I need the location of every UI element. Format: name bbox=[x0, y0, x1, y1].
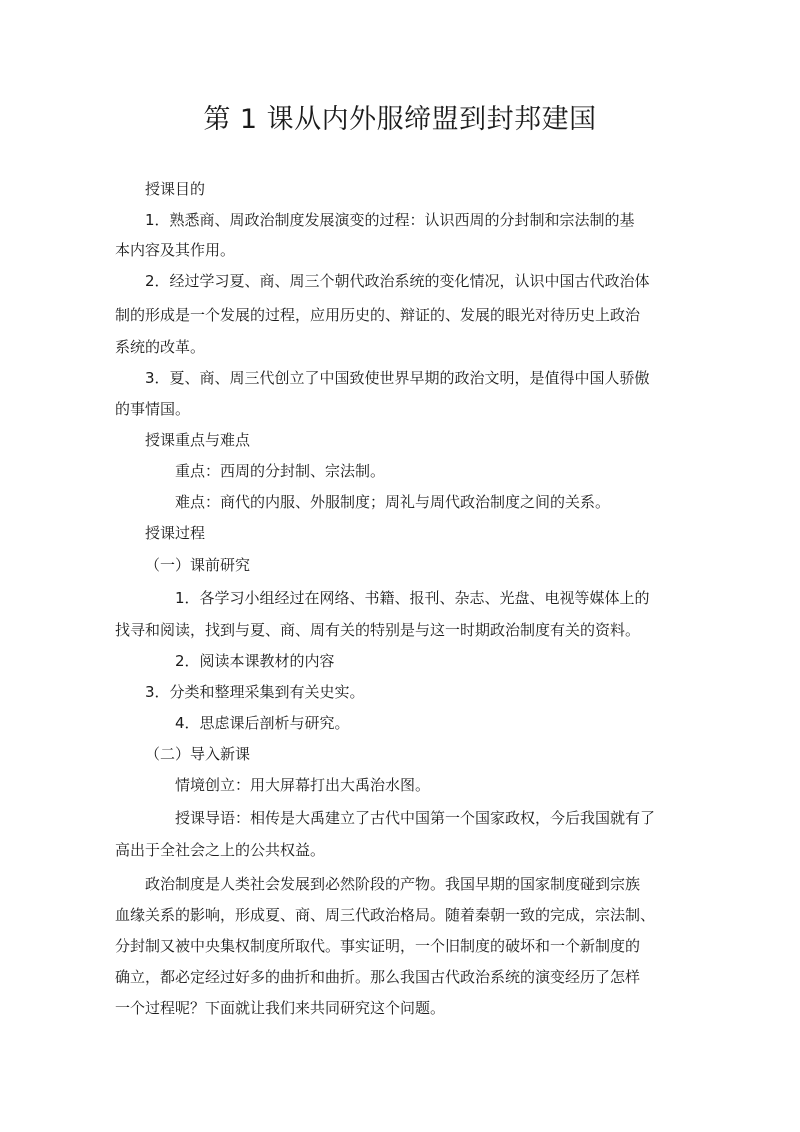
paragraph-line: 本内容及其作用。 bbox=[115, 241, 236, 259]
paragraph-line: 高出于全社会之上的公共权益。 bbox=[115, 841, 326, 859]
paragraph-line: 2．经过学习夏、商、周三个朝代政治系统的变化情况，认识中国古代政治体 bbox=[145, 272, 650, 290]
section-heading-key-points: 授课重点与难点 bbox=[145, 431, 251, 449]
section-heading-process: 授课过程 bbox=[145, 524, 206, 542]
paragraph-line: 确立，都必定经过好多的曲折和曲折。那么我国古代政治系统的演变经历了怎样 bbox=[115, 968, 641, 986]
paragraph-line: 3．分类和整理采集到有关史实。 bbox=[145, 683, 365, 701]
paragraph-line: 分封制又被中央集权制度所取代。事实证明，一个旧制度的破坏和一个新制度的 bbox=[115, 937, 641, 955]
paragraph-line: 1．熟悉商、周政治制度发展演变的过程：认识西周的分封制和宗法制的基 bbox=[145, 211, 635, 229]
lesson-title: 第 1 课从内外服缔盟到封邦建国 bbox=[203, 104, 597, 135]
paragraph-line: 授课导语：相传是大禹建立了古代中国第一个国家政权，今后我国就有了 bbox=[175, 809, 656, 827]
paragraph-line: 找寻和阅读，找到与夏、商、周有关的特别是与这一时期政治制度有关的资料。 bbox=[115, 621, 641, 639]
paragraph-line: 难点：商代的内服、外服制度；周礼与周代政治制度之间的关系。 bbox=[175, 493, 611, 511]
subsection-heading: （一）课前研究 bbox=[145, 556, 251, 574]
paragraph-line: 系统的改革。 bbox=[115, 338, 206, 356]
paragraph-line: 1．各学习小组经过在网络、书籍、报刊、杂志、光盘、电视等媒体上的 bbox=[175, 589, 650, 607]
paragraph-line: 血缘关系的影响，形成夏、商、周三代政治格局。随着秦朝一致的完成，宗法制、 bbox=[115, 906, 656, 924]
paragraph-line: 一个过程呢？下面就让我们来共同研究这个问题。 bbox=[115, 999, 446, 1017]
paragraph-line: 政治制度是人类社会发展到必然阶段的产物。我国早期的国家制度碰到宗族 bbox=[145, 875, 641, 893]
paragraph-line: 4．思虑课后剖析与研究。 bbox=[175, 714, 350, 732]
subsection-heading: （二）导入新课 bbox=[145, 745, 251, 763]
section-heading-objectives: 授课目的 bbox=[145, 180, 206, 198]
paragraph-line: 制的形成是一个发展的过程，应用历史的、辩证的、发展的眼光对待历史上政治 bbox=[115, 306, 641, 324]
paragraph-line: 的事情国。 bbox=[115, 400, 191, 418]
paragraph-line: 3．夏、商、周三代创立了中国致使世界早期的政治文明，是值得中国人骄傲 bbox=[145, 369, 650, 387]
paragraph-line: 重点：西周的分封制、宗法制。 bbox=[175, 462, 386, 480]
paragraph-line: 2．阅读本课教材的内容 bbox=[175, 652, 335, 670]
paragraph-line: 情境创立：用大屏幕打出大禹治水图。 bbox=[175, 776, 431, 794]
